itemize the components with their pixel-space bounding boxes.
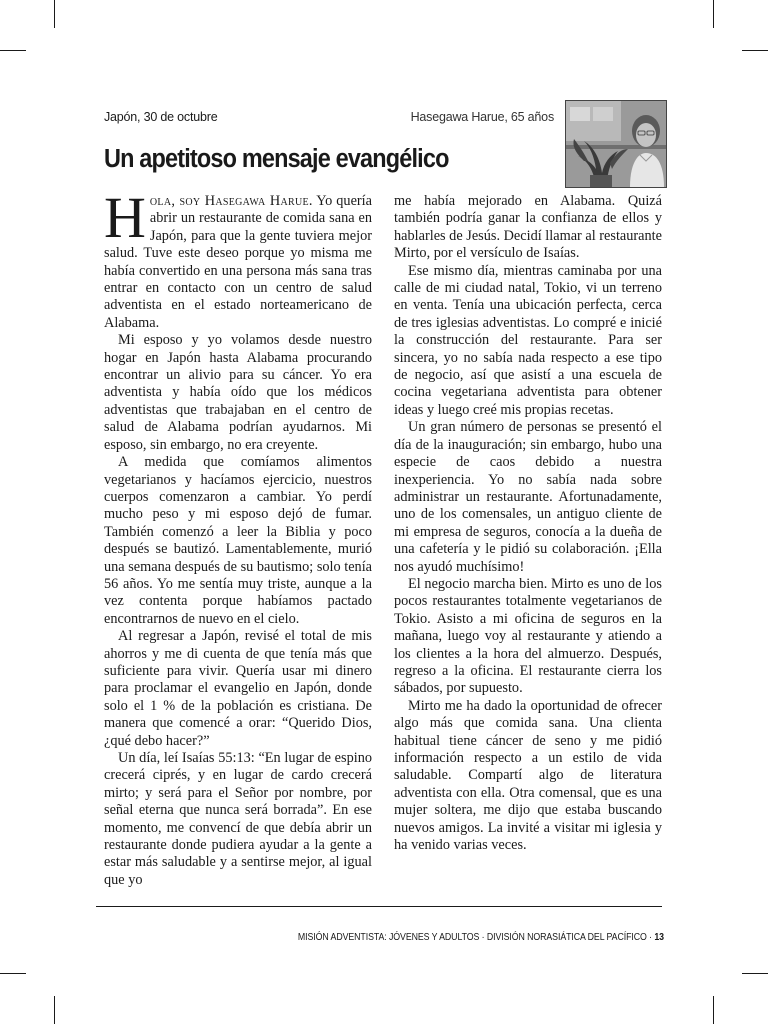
footer-rule xyxy=(96,906,662,907)
dateline: Japón, 30 de octubre xyxy=(104,110,218,124)
crop-mark xyxy=(0,50,26,51)
article-title: Un apetitoso mensaje evangélico xyxy=(104,145,449,173)
drop-cap: H xyxy=(104,185,146,250)
paragraph: Al regresar a Japón, revisé el total de mis ahorros y me di cuenta de que tenía más que suficiente para vivir. Quería usar mi dinero para proclamar el evangelio en Japón, donde solo el 1 % de la población es cristiana. De manera que comencé a orar: “Querido Dios, ¿qué debo hacer?” xyxy=(104,628,372,749)
page-number: 13 xyxy=(654,932,664,943)
paragraph-text: Yo quería abrir un restaurante de comida sana en Japón, para que la gente tuviera mejor salud. Tuve este deseo porque yo misma me había convertido en una persona más sana tras entrar en contacto con un centro de salud adventista en el estado norteamericano de Alabama. xyxy=(104,193,372,331)
crop-mark xyxy=(713,0,714,28)
intro-smallcaps: ola, soy Hasegawa Harue. xyxy=(149,193,313,209)
article-column-left xyxy=(104,185,373,889)
crop-mark xyxy=(742,973,768,974)
author-photo-illustration xyxy=(566,101,666,187)
paragraph: Un día, leí Isaías 55:13: “En lugar de espino crecerá ciprés, y en lugar de cardo crecerá mirto; y será para el Señor por nombre, por señal eterna que nunca será borrada”. En ese momento, me convencí de que debía abrir un restaurante donde pudiera ayudar a la gente a estar más saludable y a sentirse mejor, al igual que yo xyxy=(104,750,372,888)
paragraph: Mi esposo y yo volamos desde nuestro hogar en Japón hasta Alabama procurando encontrar un alivio para su cáncer. Yo era adventista y había oído que los médicos adventistas que trabajaban en el centro de salud de Alabama podrían ayudarnos. Mi esposo, sin embargo, no era creyente. xyxy=(104,332,372,453)
paragraph: me había mejorado en Alabama. Quizá también podría ganar la confianza de ellos y hablarles de Jesús. Decidí llamar al restaurante Mirto, por el versículo de Isaías. xyxy=(394,193,662,262)
author-photo xyxy=(565,100,667,188)
crop-mark xyxy=(54,996,55,1024)
paragraph: Un gran número de personas se presentó el día de la inauguración; sin embargo, hubo una especie de caos debido a nuestra inexperiencia. Yo no sabía nada sobre administrar un restaurante. Afortunadamente, uno de los comensales, un antiguo cliente de mi empresa de seguros, conocía a la dueña de una cafetería y le pidió su colaboración. ¡Ella nos ayudó muchísimo! xyxy=(394,419,662,575)
crop-mark xyxy=(742,50,768,51)
paragraph xyxy=(104,185,372,332)
crop-mark xyxy=(0,973,26,974)
author-byline: Hasegawa Harue, 65 años xyxy=(410,110,554,124)
crop-mark xyxy=(54,0,55,28)
paragraph: Mirto me ha dado la oportunidad de ofrecer algo más que comida sana. Una clienta habitual tiene cáncer de seno y me pidió información respecto a un estilo de vida saludable. Compartí algo de literatura adventista con ella. Otra comensal, que es una mujer soltera, me dijo que estaba buscando nuevos amigos. La invité a visitar mi iglesia y ha venido varias veces. xyxy=(394,697,662,854)
paragraph: El negocio marcha bien. Mirto es uno de los pocos restaurantes totalmente vegetarianos de Tokio. Asisto a mi oficina de seguros en la mañana, luego voy al restaurante y atiendo a los clientes a la hora del almuerzo. Después, regreso a la oficina. El restaurante cierra los sábados, por supuesto. xyxy=(394,575,662,697)
page-footer xyxy=(298,932,664,943)
paragraph: Ese mismo día, mientras caminaba por una calle de mi ciudad natal, Tokio, vi un terreno en venta. Tenía una ubicación perfecta, cerca de tres iglesias adventistas. Lo compré e inicié la construcción del restaurante. Para ser sincera, yo no sabía nada respecto a ese tipo de negocio, así que asistí a una escuela de cocina vegetariana adventista para obtener ideas y luego creé mis propias recetas. xyxy=(394,262,662,418)
paragraph: A medida que comíamos alimentos vegetarianos y hacíamos ejercicio, nuestros cuerpos comenzaron a cambiar. Yo perdí mucho peso y mi esposo dejó de fumar. También comenzó a leer la Biblia y poco después se bautizó. Lamentablemente, murió una semana después de su bautismo; solo tenía 56 años. Yo me sentía muy triste, aunque a la vez contenta porque habíamos pactado encontrarnos de nuevo en el cielo. xyxy=(104,454,373,627)
crop-mark xyxy=(713,996,714,1024)
article-header xyxy=(104,110,554,126)
article-column-right xyxy=(394,193,662,854)
footer-text: MISIÓN ADVENTISTA: JÓVENES Y ADULTOS · DIVISIÓN NORASIÁTICA DEL PACÍFICO · xyxy=(297,932,653,943)
